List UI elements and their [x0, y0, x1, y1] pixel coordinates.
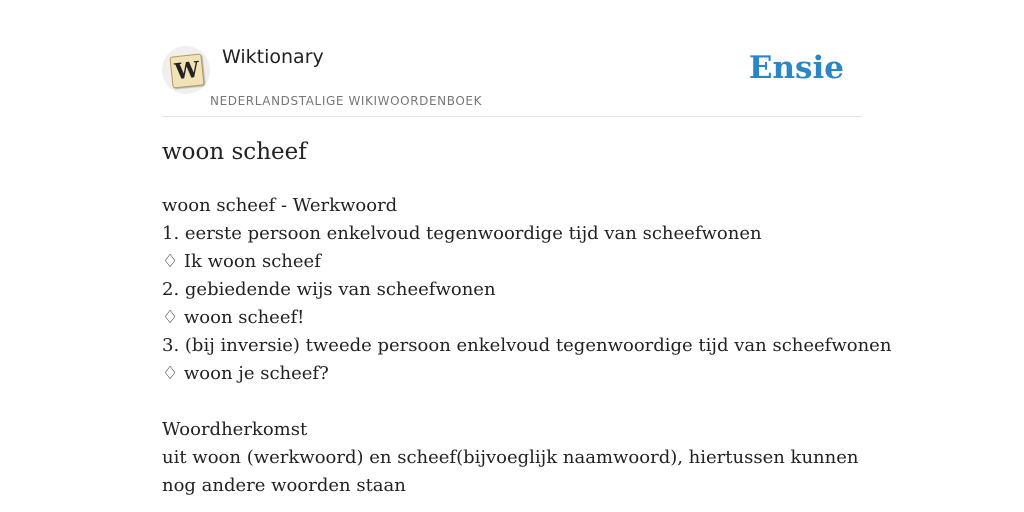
sense-3: 3. (bij inversie) tweede persoon enkelvoud tegenwoordige tijd van scheefwonen [162, 335, 892, 356]
example-1: ♢ Ik woon scheef [162, 251, 321, 272]
entry-content [162, 192, 892, 500]
example-2: ♢ woon scheef! [162, 307, 305, 328]
etymology-text: uit woon (werkwoord) en scheef(bijvoeglijk naamwoord), hiertussen kunnen nog andere woorden staan [162, 447, 859, 496]
header [162, 40, 862, 117]
spacer [162, 388, 882, 416]
wiktionary-logo[interactable] [162, 46, 210, 94]
etymology-heading: Woordherkomst [162, 419, 308, 440]
sense-2: 2. gebiedende wijs van scheefwonen [162, 279, 496, 300]
site-name[interactable]: Wiktionary [222, 46, 324, 68]
entry-heading: woon scheef - Werkwoord [162, 195, 398, 216]
page-title: woon scheef [162, 139, 307, 165]
sense-1: 1. eerste persoon enkelvoud tegenwoordige tijd van scheefwonen [162, 223, 762, 244]
example-3: ♢ woon je scheef? [162, 363, 329, 384]
wiktionary-logo-icon: W [169, 53, 204, 88]
ensie-brand-logo[interactable]: Ensie [748, 50, 844, 86]
site-subtitle: NEDERLANDSTALIGE WIKIWOORDENBOEK [210, 94, 483, 108]
